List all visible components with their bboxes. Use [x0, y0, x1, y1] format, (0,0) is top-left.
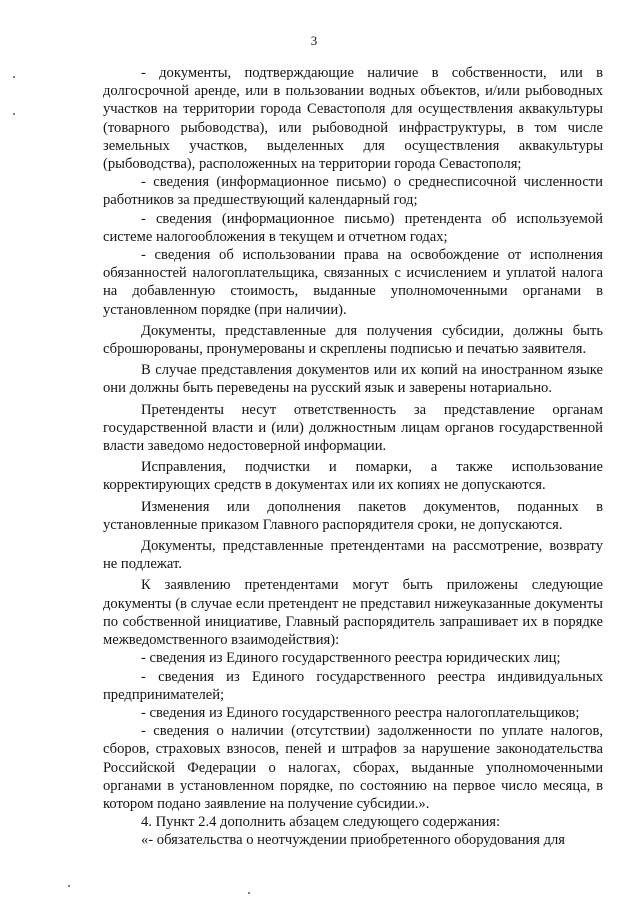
paragraph-ownership-documents: - документы, подтверждающие наличие в собственности, или в долгосрочной аренде, или в пользовании водных объектов, и/или рыбоводных участков на территории города Севастополя для осуществления аквакультуры (товарного рыбоводства), или рыбоводной инфраструктуры, в том числе земельных участков, выделенных для осуществления аквакультуры (рыбоводства), расположенных на территории города Севастополя; [103, 65, 603, 173]
paragraph-no-return: Документы, представленные претендентами на рассмотрение, возврату не подлежат. [103, 538, 603, 573]
document-body [103, 64, 603, 850]
scan-speck [68, 885, 70, 887]
paragraph-responsibility: Претенденты несут ответственность за представление органам государственной власти и (или) должностным лицам органов государственной власти заведомо недостоверной информации. [103, 401, 603, 455]
page-number: 3 [310, 33, 318, 48]
paragraph-tax-debt-info: - сведения о наличии (отсутствии) задолженности по уплате налогов, сборов, страховых взносов, пеней и штрафов за нарушение законодательства Российской Федерации о налогах, сборах, выданные уполномоченными органами в установленном порядке, по состоянию на первое число месяца, в котором подано заявление на получение субсидии.». [103, 723, 603, 812]
paragraph-taxpayers-registry: - сведения из Единого государственного реестра налогоплательщиков; [141, 704, 580, 721]
scan-speck [13, 76, 15, 78]
paragraph-foreign-language: В случае представления документов или их копий на иностранном языке они должны быть переведены на русский язык и заверены нотариально. [103, 362, 603, 397]
paragraph-headcount-info: - сведения (информационное письмо) о среднесписочной численности работников за предшествующий календарный год; [103, 174, 603, 209]
paragraph-vat-exemption-info: - сведения об использовании права на освобождение от исполнения обязанностей налогоплательщика, связанных с исчислением и уплатой налога на добавленную стоимость, выданные уполномоченными органами в установленном порядке (при наличии). [103, 247, 603, 318]
paragraph-clause-2-4: 4. Пункт 2.4 дополнить абзацем следующего содержания: [141, 814, 501, 831]
scan-speck [248, 892, 250, 894]
paragraph-legal-entities-registry: - сведения из Единого государственного реестра юридических лиц; [141, 650, 561, 667]
paragraph-bound-documents: Документы, представленные для получения субсидии, должны быть сброшюрованы, пронумерованы и скреплены подписью и печатью заявителя. [103, 322, 603, 358]
paragraph-entrepreneurs-registry: - сведения из Единого государственного реестра индивидуальных предпринимателей; [103, 668, 603, 703]
paragraph-obligation-start: «- обязательства о неотчуждении приобретенного оборудования для [141, 832, 565, 849]
scan-speck [13, 113, 15, 115]
paragraph-corrections: Исправления, подчистки и помарки, а также использование корректирующих средств в документах или их копиях не допускаются. [103, 459, 603, 494]
paragraph-changes: Изменения или дополнения пакетов документов, поданных в установленные приказом Главного распорядителя сроки, не допускаются. [103, 498, 603, 533]
paragraph-tax-system-info: - сведения (информационное письмо) претендента об используемой системе налогообложения в текущем и отчетном годах; [103, 210, 603, 245]
paragraph-attachments: К заявлению претендентами могут быть приложены следующие документы (в случае если претендент не представил нижеуказанные документы по собственной инициативе, Главный распорядитель запрашивает их в порядке межведомственного взаимодействия): [103, 577, 603, 649]
